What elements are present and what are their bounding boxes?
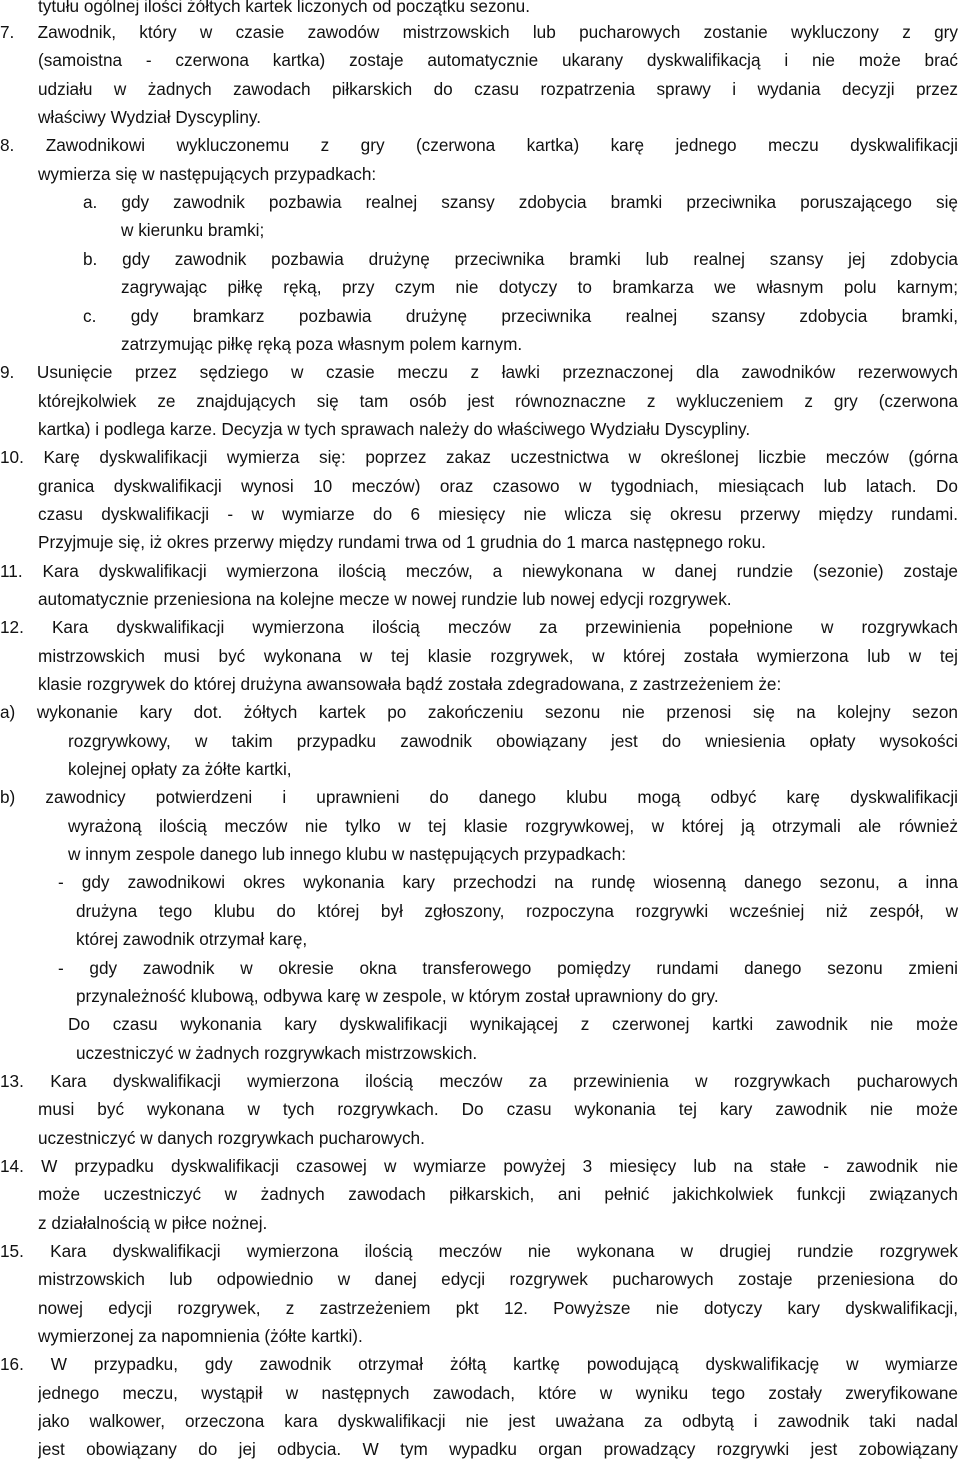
text-line: nowej edycji rozgrywek, z zastrzeżeniem pkt 12. Powyższe nie dotyczy kary dyskwalifikacji, <box>38 1298 958 1318</box>
text-line: w innym zespole danego lub innego klubu w następujących przypadkach: <box>68 844 626 864</box>
text-line: 10. Karę dyskwalifikacji wymierza się: poprzez zakaz uczestnictwa w określonej liczbie meczów (górna <box>0 447 958 467</box>
text-line: klasie rozgrywek do której drużyna awansowała bądź została zdegradowana, z zastrzeżeniem że: <box>38 674 782 694</box>
text-line: - gdy zawodnikowi okres wykonania kary przechodzi na rundę wiosenną danego sezonu, a inna <box>58 872 958 892</box>
text-line: 14. W przypadku dyskwalifikacji czasowej w wymiarze powyżej 3 miesięcy lub na stałe - zawodnik nie <box>0 1156 958 1176</box>
text-line: z działalnością w piłce nożnej. <box>38 1213 268 1233</box>
text-line: (samoistna - czerwona kartka) zostaje automatycznie ukarany dyskwalifikacją i nie może brać <box>38 50 958 70</box>
text-line: 7. Zawodnik, który w czasie zawodów mistrzowskich lub pucharowych zostanie wykluczony z gry <box>0 22 958 42</box>
text-line: w kierunku bramki; <box>121 220 265 240</box>
text-line: wyrażoną ilością meczów nie tylko w tej klasie rozgrywkowej, w której ją otrzymali ale również <box>68 816 958 836</box>
text-line: 9. Usunięcie przez sędziego w czasie meczu z ławki przeznaczonej dla zawodników rezerwowych <box>0 362 958 382</box>
text-line: b. gdy zawodnik pozbawia drużynę przeciwnika bramki lub realnej szansy jej zdobycia <box>83 249 958 269</box>
text-line: Przyjmuje się, iż okres przerwy między rundami trwa od 1 grudnia do 1 marca następnego roku. <box>38 532 766 552</box>
text-line: a. gdy zawodnik pozbawia realnej szansy zdobycia bramki przeciwnika poruszającego się <box>83 192 958 212</box>
text-line: tytułu ogólnej ilości żółtych kartek liczonych od początku sezonu. <box>38 0 531 16</box>
text-line: kolejnej opłaty za żółte kartki, <box>68 759 292 779</box>
text-line: 8. Zawodnikowi wykluczonemu z gry (czerwona kartka) karę jednego meczu dyskwalifikacji <box>0 135 958 155</box>
text-line: może uczestniczyć w żadnych zawodach piłkarskich, ani pełnić jakichkolwiek funkcji związanych <box>38 1184 958 1204</box>
text-line: granica dyskwalifikacji wynosi 10 meczów) oraz czasowo w tygodniach, miesiącach lub latach. Do <box>38 476 958 496</box>
text-line: którejkolwiek ze znajdujących się tam osób jest równoznaczne z wykluczeniem z gry (czerwona <box>38 391 958 411</box>
text-line: przynależność klubową, odbywa karę w zespole, w którym został uprawniony do gry. <box>76 986 719 1006</box>
text-line: 13. Kara dyskwalifikacji wymierzona ilością meczów za przewinienia w rozgrywkach pucharowych <box>0 1071 958 1091</box>
text-line: jako walkower, orzeczona kara dyskwalifikacji nie jest uważana za odbytą i zawodnik taki nadal <box>38 1411 958 1431</box>
text-line: musi być wykonana w tych rozgrywkach. Do czasu wykonania tej kary zawodnik nie może <box>38 1099 958 1119</box>
text-line: jest obowiązany do jej odbycia. W tym wypadku organ prowadzący rozgrywki jest zobowiązany <box>38 1439 958 1459</box>
text-line: Do czasu wykonania kary dyskwalifikacji wynikającej z czerwonej kartki zawodnik nie może <box>68 1014 958 1034</box>
text-line: 12. Kara dyskwalifikacji wymierzona ilością meczów za przewinienia popełnione w rozgrywkach <box>0 617 958 637</box>
text-line: - gdy zawodnik w okresie okna transferowego pomiędzy rundami danego sezonu zmieni <box>58 958 958 978</box>
text-line: rozgrywkowy, w takim przypadku zawodnik obowiązany jest do wniesienia opłaty wysokości <box>68 731 958 751</box>
text-line: wymierza się w następujących przypadkach: <box>38 164 377 184</box>
text-line: czasu dyskwalifikacji - w wymiarze do 6 miesięcy nie wlicza się okresu przerwy między rundami. <box>38 504 958 524</box>
text-line: jednego meczu, wystąpił w następnych zawodach, które w wyniku tego zostały zweryfikowane <box>38 1383 958 1403</box>
text-line: a) wykonanie kary dot. żółtych kartek po zakończeniu sezonu nie przenosi się na kolejny sezon <box>0 702 958 722</box>
text-line: wymierzonej za napomnienia (żółte kartki). <box>38 1326 363 1346</box>
text-line: właściwy Wydział Dyscypliny. <box>38 107 262 127</box>
text-line: zagrywając piłkę ręką, przy czym nie dotyczy to bramkarza we własnym polu karnym; <box>121 277 958 297</box>
text-line: automatycznie przeniesiona na kolejne mecze w nowej rundzie lub nowej edycji rozgrywek. <box>38 589 732 609</box>
text-line: udziału w żadnych zawodach piłkarskich do czasu rozpatrzenia sprawy i wydania decyzji przez <box>38 79 958 99</box>
text-line: 16. W przypadku, gdy zawodnik otrzymał żółtą kartkę powodującą dyskwalifikację w wymiarze <box>0 1354 958 1374</box>
text-line: mistrzowskich musi być wykonana w tej klasie rozgrywek, w której została wymierzona lub w tej <box>38 646 958 666</box>
text-line: mistrzowskich lub odpowiednio w danej edycji rozgrywek pucharowych zostaje przeniesiona do <box>38 1269 958 1289</box>
text-line: drużyna tego klubu do której był zgłoszony, rozpoczyna rozgrywki wcześniej niż zespół, w <box>76 901 958 921</box>
text-line: 15. Kara dyskwalifikacji wymierzona ilością meczów nie wykonana w drugiej rundzie rozgrywek <box>0 1241 958 1261</box>
text-line: b) zawodnicy potwierdzeni i uprawnieni do danego klubu mogą odbyć karę dyskwalifikacji <box>0 787 958 807</box>
text-line: 11. Kara dyskwalifikacji wymierzona ilością meczów, a niewykonana w danej rundzie (sezonie) zostaje <box>0 561 958 581</box>
text-line: uczestniczyć w żadnych rozgrywkach mistrzowskich. <box>76 1043 478 1063</box>
text-line: c. gdy bramkarz pozbawia drużynę przeciwnika realnej szansy zdobycia bramki, <box>83 306 958 326</box>
text-line: zatrzymując piłkę ręką poza własnym polem karnym. <box>121 334 523 354</box>
text-line: kartka) i podlega karze. Decyzja w tych sprawach należy do właściwego Wydziału Dyscypliny. <box>38 419 751 439</box>
text-line: uczestniczyć w danych rozgrywkach pucharowych. <box>38 1128 425 1148</box>
text-line: której zawodnik otrzymał karę, <box>76 929 308 949</box>
